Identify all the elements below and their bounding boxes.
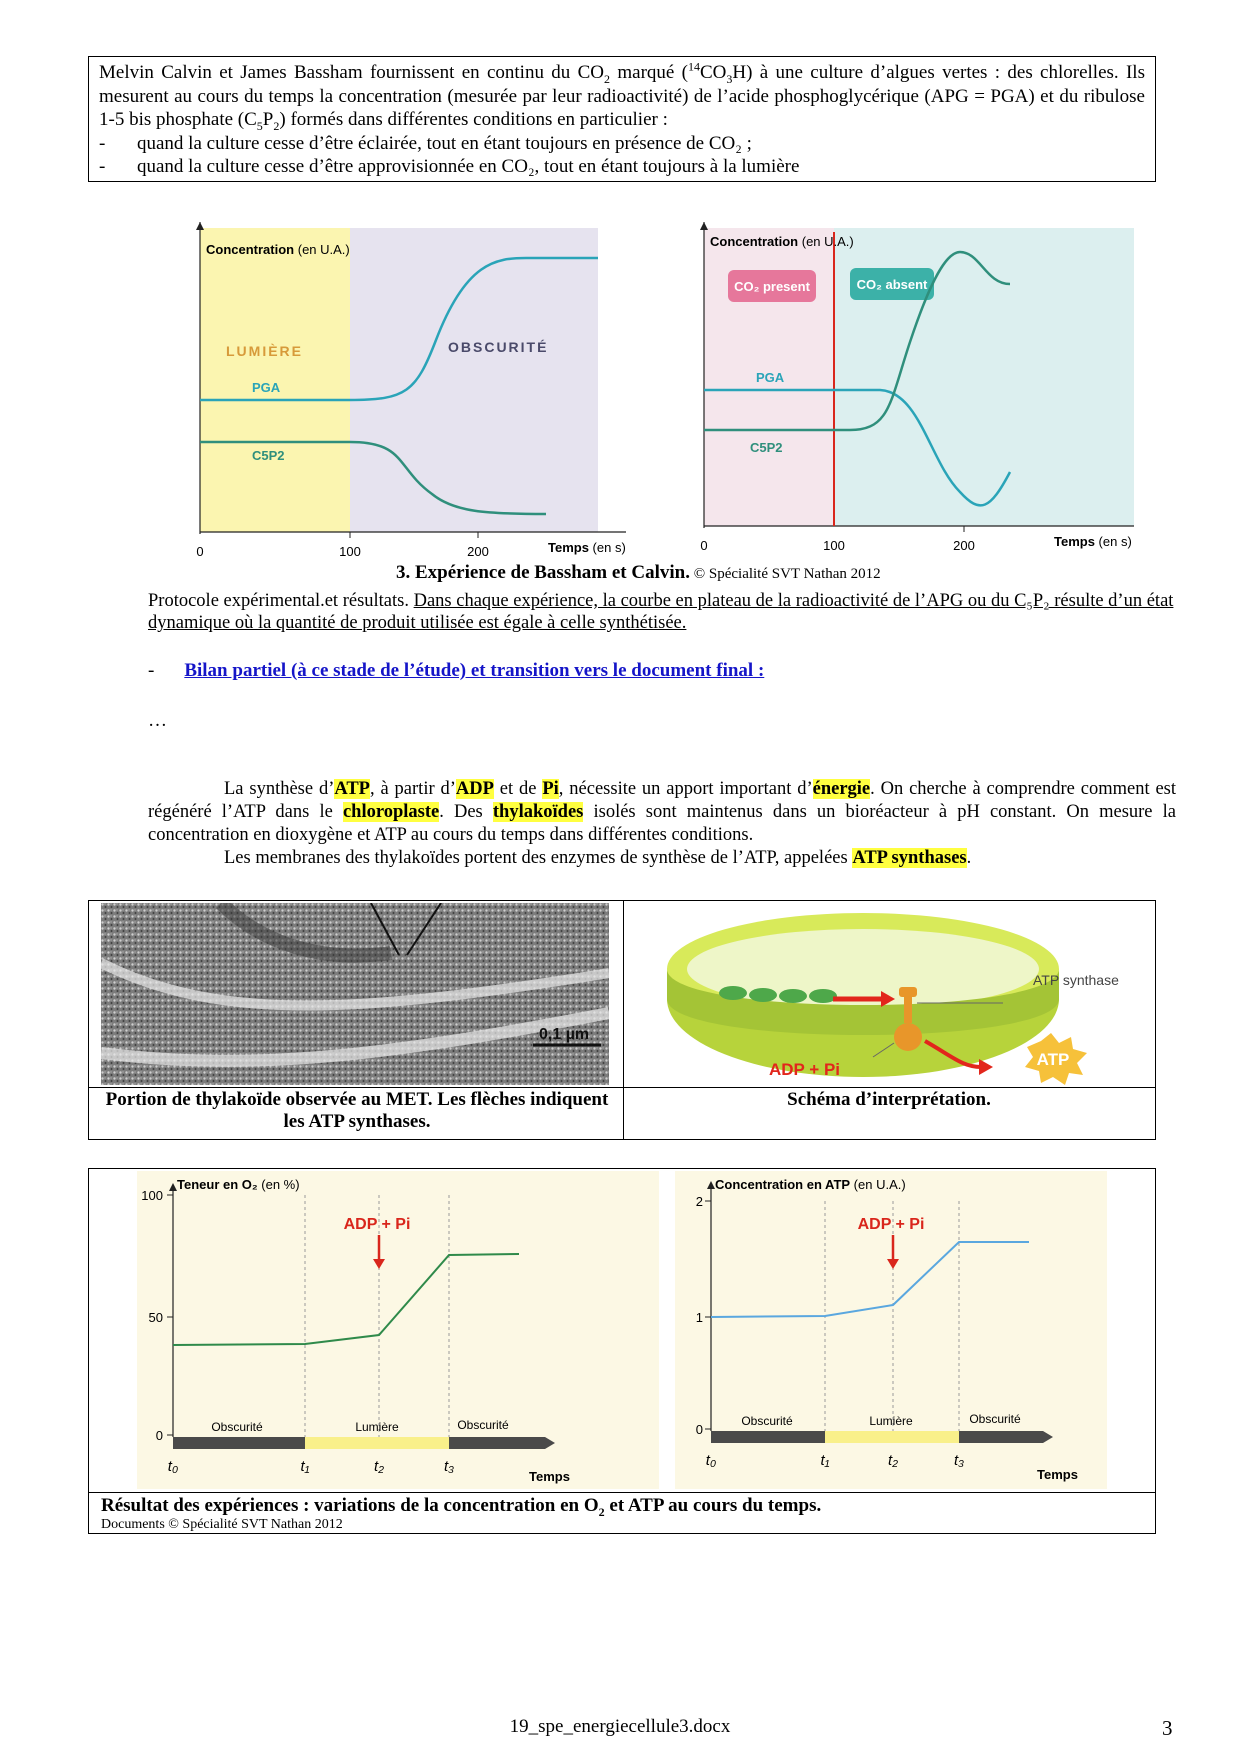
zone-dark-label: OBSCURITÉ	[448, 339, 549, 355]
keyword-pi: Pi	[542, 779, 559, 799]
phase-bar-light	[305, 1437, 449, 1449]
t-label: t₀	[705, 1452, 717, 1469]
x-axis-label: Temps	[1037, 1467, 1078, 1482]
curve-label-pga: PGA	[252, 380, 281, 395]
phase-bar-dark	[959, 1431, 1043, 1443]
paragraph-1: La synthèse d’ATP, à partir d’ADP et de Pi, nécessite un apport important d’énergie. On cherche à comprendre comment est régénéré l’ATP dans le chloroplaste. Des thylakoïdes isolés sont maintenus dans un bioréacteur à pH constant. On mesure la concentration en dioxygène et ATP au cours du temps dans différentes conditions.	[148, 779, 1176, 845]
granum-disk	[779, 989, 807, 1003]
y-tick-1: 1	[695, 1310, 703, 1325]
keyword-chloroplaste: chloroplaste	[342, 802, 440, 822]
ellipsis: …	[148, 710, 167, 731]
y-axis-label: Concentration (en U.A.)	[206, 242, 350, 257]
zone-dark	[350, 228, 598, 532]
granum-disk	[719, 986, 747, 1000]
y-tick-0: 0	[695, 1422, 703, 1437]
keyword-thylakoides: thylakoïdes	[492, 802, 584, 822]
graph-light-dark	[186, 222, 626, 562]
y-tick-50: 50	[148, 1310, 163, 1325]
bilan-link[interactable]: Bilan partiel (à ce stade de l’étude) et transition vers le document final :	[184, 660, 765, 681]
t-label: t₃	[443, 1458, 455, 1475]
schema-caption: Schéma d’interprétation.	[787, 1089, 991, 1110]
x-axis-label: Temps (en s)	[548, 540, 626, 555]
graph-co2	[690, 222, 1140, 562]
intro-bullet-1: - quand la culture cesse d’être éclairée, tout en étant toujours en présence de CO₂ ;	[99, 132, 752, 154]
t-label: t₁	[300, 1458, 310, 1475]
figure-table-2	[88, 1168, 1156, 1534]
curve-label-c5p2: C5P2	[252, 448, 285, 463]
phase-label: Lumière	[869, 1414, 913, 1428]
y-axis-arrow	[700, 222, 708, 230]
intro-text: Melvin Calvin et James Bassham fournissent en continu du $CO_2$ marqué $(^{14}CO_3H)$ à une culture d’algues vertes : des chlorelles. Ils mesurent au cours du temps la concentration (mesurée par leur radioactivité) de l’acide phosphoglycérique (APG = PGA) et du ribulose 1-5 bis phosphate $(C_5P_2)$ formés dans différentes conditions en particulier :	[99, 59, 1145, 133]
table-divider	[89, 1492, 1155, 1493]
keyword-atp: ATP	[334, 779, 370, 799]
atp-synthase-body	[894, 1023, 922, 1051]
bilan-line: - Bilan partiel (à ce stade de l’étude) et transition vers le document final :	[148, 660, 765, 681]
phase-label: Obscurité	[211, 1420, 263, 1434]
figure-caption: 3. Expérience de Bassham et Calvin. © Spécialité SVT Nathan 2012	[396, 562, 881, 583]
t-label: t₂	[374, 1458, 384, 1475]
adp-pi-label: ADP + Pi	[343, 1216, 411, 1233]
paragraph-2: Les membranes des thylakoïdes portent des enzymes de synthèse de l’ATP, appelées ATP synthases.	[224, 848, 972, 868]
granum-disk	[809, 989, 837, 1003]
micrograph-image	[101, 903, 609, 1085]
badge-co2-absent-label: CO₂ absent	[856, 277, 928, 292]
t-label: t₃	[953, 1452, 965, 1469]
phase-bar-light	[825, 1431, 959, 1443]
intro-bullet-2: - quand la culture cesse d’être approvisionnée en CO₂, tout en étant toujours à la lumière	[99, 156, 800, 177]
x-tick-label-100: 100	[339, 544, 361, 559]
phase-bar-dark	[173, 1437, 305, 1449]
badge-co2-present-label: CO₂ present	[734, 279, 810, 294]
x-tick-label-200: 200	[953, 538, 975, 553]
graph-o2	[137, 1171, 659, 1489]
schema-image	[663, 907, 1133, 1087]
page-number: 3	[1162, 1716, 1173, 1740]
label-adp-pi: ADP + Pi	[769, 1060, 841, 1079]
x-tick-label-100: 100	[823, 538, 845, 553]
intro-box	[88, 56, 1156, 182]
table-divider	[623, 901, 624, 1139]
graph-atp	[675, 1171, 1107, 1489]
label-atp: ATP	[1036, 1050, 1070, 1069]
x-tick-label-0: 0	[700, 538, 708, 553]
curve-label-pga: PGA	[756, 370, 785, 385]
phase-label: Obscurité	[741, 1414, 793, 1428]
y-axis-arrow	[196, 222, 204, 230]
table-divider	[89, 1087, 1155, 1088]
results-caption: Résultat des expériences : variations de la concentration en $O_2$ et ATP au cours du temps.	[101, 1495, 822, 1519]
t-label: t₀	[167, 1458, 179, 1475]
y-axis-label: Concentration (en U.A.)	[710, 234, 854, 249]
protocol-text: Protocole expérimental.et résultats. Dans chaque expérience, la courbe en plateau de la radioactivité de l’APG ou du C₅P₂ résulte d’un état dynamique où la quantité de produit utilisée est égale à celle synthétisée.	[148, 591, 1174, 633]
adp-pi-label: ADP + Pi	[857, 1216, 925, 1233]
zone-light-label: LUMIÈRE	[226, 343, 303, 359]
micrograph-caption: Portion de thylakoïde observée au MET. Les flèches indiquent les ATP synthases.	[105, 1089, 609, 1132]
footer-filename: 19_spe_energiecellule3.docx	[509, 1716, 731, 1737]
y-axis-label: Teneur en O₂ (en %)	[177, 1177, 300, 1192]
label-atp-synthase: ATP synthase	[1033, 972, 1119, 988]
keyword-energie: énergie	[812, 779, 871, 799]
scale-label: 0,1 µm	[539, 1026, 590, 1043]
t-label: t₁	[820, 1452, 830, 1469]
curve-label-c5p2: C5P2	[750, 440, 783, 455]
atp-paragraph	[148, 778, 1176, 870]
figure-table-1	[88, 900, 1156, 1140]
t-label: t₂	[888, 1452, 898, 1469]
phase-bar-dark	[449, 1437, 545, 1449]
y-tick-0: 0	[155, 1428, 163, 1443]
results-credit: Documents © Spécialité SVT Nathan 2012	[101, 1517, 343, 1532]
granum-disk	[749, 988, 777, 1002]
x-tick-label-0: 0	[196, 544, 204, 559]
x-tick-label-200: 200	[467, 544, 489, 559]
keyword-atp-synthases: ATP synthases	[852, 848, 967, 868]
y-axis-label: Concentration en ATP (en U.A.)	[715, 1177, 906, 1192]
phase-label: Obscurité	[457, 1418, 509, 1432]
phase-label: Lumière	[355, 1420, 399, 1434]
phase-label: Obscurité	[969, 1412, 1021, 1426]
phase-bar-dark	[711, 1431, 825, 1443]
x-axis-label: Temps (en s)	[1054, 534, 1132, 549]
y-tick-100: 100	[141, 1188, 163, 1203]
atp-synthase-head	[899, 987, 917, 997]
x-axis-label: Temps	[529, 1469, 570, 1484]
keyword-adp: ADP	[455, 779, 494, 799]
y-tick-2: 2	[695, 1194, 703, 1209]
